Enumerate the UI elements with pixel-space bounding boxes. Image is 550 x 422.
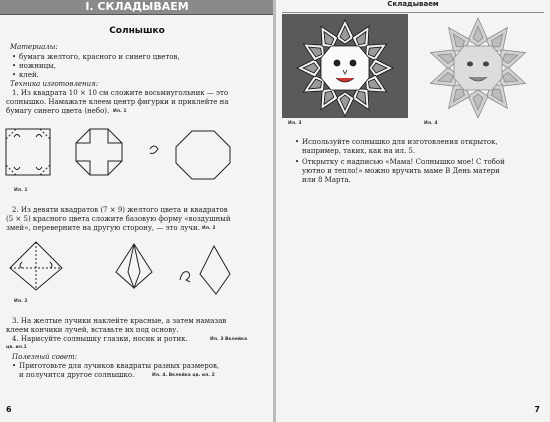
fig2-caption: Ил. 2 (14, 299, 28, 304)
fig4-caption: Ил. 4 (424, 121, 438, 126)
materials-heading: Материалы: (10, 43, 58, 51)
tip-line: • Открытку с надписью «Мама! Солнышко мое! С тобой (302, 158, 505, 167)
advice-figure-ref: Ил. 4. Вклейка цв. ил. 2 (152, 373, 215, 378)
fig4-sun-photo (414, 14, 542, 118)
step2-line: 2. Из девяти квадратов (7 × 9) желтого цвета и квадратов (12, 206, 228, 214)
step4-line: 4. Нарисуйте солнышку глазки, носик и ротик. (12, 335, 188, 343)
page-number: 7 (534, 405, 540, 414)
step1-figure-ref: Ил. 1 (113, 109, 127, 114)
chapter-header (0, 0, 274, 15)
step1-line: бумагу синего цвета (небо). (6, 107, 110, 115)
step3-line: 3. На желтые лучики наклейте красные, а затем намазав (12, 317, 227, 325)
fig3-sun-photo (282, 14, 408, 118)
running-header (282, 1, 544, 13)
step4-figure-ref: Ил. 3 Вклейка (210, 337, 248, 342)
fig1-folding-diagram (4, 125, 244, 185)
materials-item: • клей. (19, 71, 39, 80)
left-page (0, 0, 274, 422)
step1-line: солнышко. Намажьте клеем центр фигурки и приклейте на (6, 98, 229, 106)
step2-figure-ref: Ил. 2 (202, 226, 216, 231)
step2-line: (5 × 5) красного цвета сложите базовую форму «воздушный (6, 215, 231, 223)
advice-heading: Полезный совет: (12, 353, 78, 361)
right-page (276, 0, 550, 422)
materials-item: • бумага желтого, красного и синего цветов, (19, 53, 180, 62)
section-title: Солнышко (109, 26, 165, 36)
page-number: 6 (6, 405, 12, 414)
tip-line: например, таких, как на ил. 5. (302, 147, 416, 155)
fig1-caption: Ил. 1 (14, 188, 28, 193)
tip-line: уютно и тепло!» можно вручить маме В День матери (302, 167, 500, 175)
step1-line: 1. Из квадрата 10 × 10 см сложите восьмиугольник — это (12, 89, 229, 97)
technique-heading: Техника изготовления: (10, 80, 99, 88)
step2-line: змей», переверните на другую сторону, — это лучи. (6, 224, 200, 232)
advice-line: и получится другое солнышко. (19, 371, 135, 379)
step4-figure-ref: цв. ил.1 (6, 345, 27, 350)
fig3-caption: Ил. 3 (288, 121, 302, 126)
fig2-kite-diagram (4, 236, 244, 296)
materials-item: • ножницы, (19, 62, 56, 71)
running-header-title: Складываем (387, 0, 439, 8)
advice-line: • Приготовьте для лучиков квадраты разных размеров, (19, 362, 219, 371)
tip-line: • Используйте солнышко для изготовления открыток, (302, 138, 498, 147)
chapter-title: I. СКЛАДЫВАЕМ (85, 0, 189, 13)
step3-line: клеем кончики лучей, вставьте их под основу. (6, 326, 179, 334)
tip-line: или 8 Марта. (302, 176, 351, 184)
